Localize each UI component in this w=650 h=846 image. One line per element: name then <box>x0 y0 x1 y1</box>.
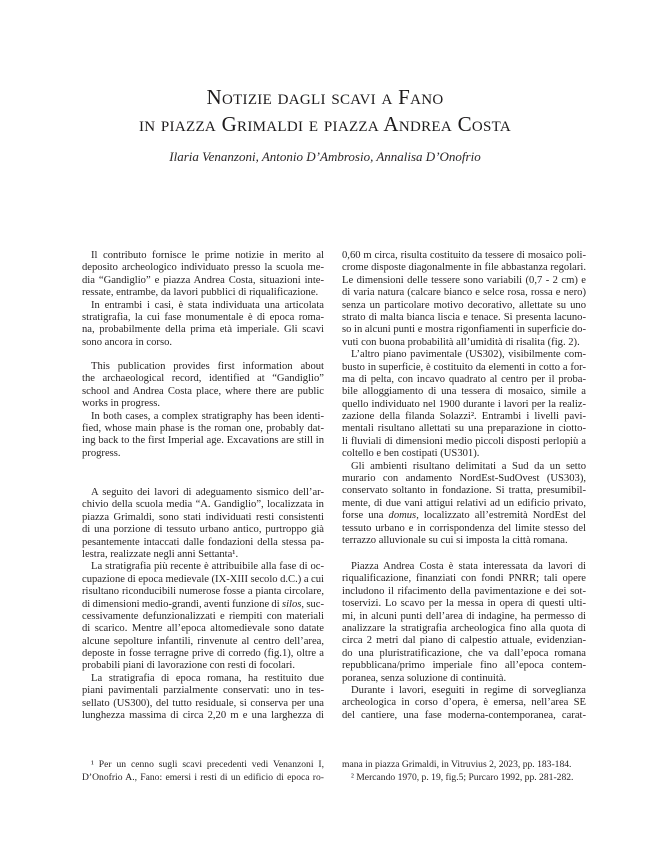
italic-term: silos <box>281 598 302 610</box>
text-line: busto in superficie, è costituito da elementi in cotto a for- <box>342 361 586 373</box>
body-paragraph <box>342 685 586 722</box>
text-line: cessivamente defunzionalizzati e riempiti con materiali <box>82 610 324 622</box>
left-column <box>82 0 324 846</box>
text-line: senza un particolare motivo decorativo, allettate su uno <box>342 299 586 311</box>
text-line: conservato soltanto in fondazione. Si tratta, presumibil- <box>342 485 586 497</box>
article-title-line-2: in piazza Grimaldi e piazza Andrea Costa <box>138 112 512 136</box>
text-line: A seguito dei lavori di adeguamento sismico dell’ar- <box>91 487 324 498</box>
body-paragraph <box>82 673 324 723</box>
text-line: strato di malta bianca liscia e tenace. Si presenta lacuno- <box>342 311 586 323</box>
text-line: murario con andamento NordEst-SudOvest (US303), <box>342 473 586 485</box>
text-line: di scarico. Mentre all’epoca altomedievale sono datate <box>82 623 324 635</box>
text-line: bile alloggiamento di una tessera di mosaico, simile a <box>342 386 586 398</box>
text-line: terrazzo alluvionale su cui si imposta la città romana. <box>342 534 568 546</box>
text-line: coltello e ben costipati (US301). <box>342 448 480 460</box>
footnote <box>342 759 586 772</box>
text-line <box>342 510 586 522</box>
text-line: del cantiere, una fase moderna-contemporanea, carat- <box>342 709 586 721</box>
abstract-english <box>82 361 324 460</box>
footnote-line: ¹ Per un cenno sugli scavi precedenti vedi Venanzoni I, <box>91 759 324 770</box>
text-line: In both cases, a complex stratigraphy has been identi- <box>91 410 324 422</box>
abstract-italian <box>82 250 324 349</box>
text-line: di una porzione di tessuto urbano antico, purtroppo già <box>82 524 324 536</box>
article-authors: Ilaria Venanzoni, Antonio D’Ambrosio, Annalisa D’Onofrio <box>169 149 481 164</box>
text-line: includono il rifacimento della pavimentazione e dei sot- <box>342 585 586 597</box>
body-text-costa <box>342 561 586 722</box>
text-line: ressate, entrambe, da lavori pubblici di riqualificazione. <box>82 287 319 299</box>
text-line: piazza Grimaldi, sono stati individuati resti consistenti <box>82 511 324 523</box>
text-line: deposito archeologico individuato presso la scuola me- <box>82 262 324 274</box>
text-line: mentali risultano allettati su una preparazione in ciotto- <box>342 423 586 435</box>
text-line: riqualificazione, finanziati con fondi PNRR; tali opere <box>342 573 586 585</box>
text-line: sono ancora in corso. <box>82 336 173 348</box>
text-line: vuti con buona probabilità all’umidità di risalita (fig. 2). <box>342 336 580 348</box>
text-line: In entrambi i casi, è stata individuata una articolata <box>91 299 324 311</box>
text-line: risultano riconducibili numerose fosse a pianta circolare, <box>82 586 324 598</box>
abstract-english-paragraph <box>82 361 324 411</box>
text-line: dia “Gandiglio” e piazza Andrea Costa, situazioni inte- <box>82 274 324 286</box>
text-line: ing back to the first Imperial age. Excavations are still in <box>82 435 325 447</box>
footnotes-left <box>82 759 324 784</box>
text-line: pesantemente intaccati dalle fondazioni della stessa pa- <box>82 536 324 548</box>
text-segment: , suc- <box>301 598 324 610</box>
body-paragraph <box>82 561 324 673</box>
text-segment: forse una <box>342 510 389 522</box>
body-paragraph <box>342 561 586 685</box>
text-line: tessuto urbano e in corrispondenza del limite stesso del <box>342 522 586 534</box>
text-line: cupazione di epoca medievale (IX-XIII secolo d.C.) a cui <box>82 573 324 585</box>
text-line: Durante i lavori, eseguiti in regime di sorveglianza <box>351 684 586 696</box>
text-line: La stratigrafia di epoca romana, ha restituito due <box>91 672 325 684</box>
text-line: stratigrafia, la cui fase monumentale è di epoca roma- <box>82 311 324 323</box>
text-line: circa 2 metri dal piano di calpestio attuale, evidenzian- <box>342 635 586 647</box>
text-line: deposte in fosse terragne prive di corredo (fig.1), oltre a <box>82 648 324 660</box>
body-paragraph <box>82 487 324 561</box>
text-line: school and Andrea Costa place, where there are public <box>82 385 324 397</box>
text-line: zazione della filanda Solazzi². Entrambi i livelli pavi- <box>342 411 586 423</box>
text-line: lunghezza massima di circa 2,20 m e una larghezza di <box>82 710 324 722</box>
text-line: fied, whose main phase is the roman one, probably dat- <box>82 422 324 434</box>
text-line: mente, di due vani attigui relativi ad un edificio privato, <box>342 497 586 509</box>
text-line: crome disposte diagonalmente in file abbastanza regolari. <box>342 262 586 274</box>
abstract-italian-paragraph <box>82 250 324 300</box>
text-line: lestra, realizzate negli anni Settanta¹. <box>82 548 239 560</box>
italic-term: domus <box>388 510 417 522</box>
footnote-line: ² Mercando 1970, p. 19, fig.5; Purcaro 1992, pp. 281-282. <box>351 771 574 783</box>
text-line: 0,60 m circa, risulta costituito da tessere di mosaico poli- <box>342 250 586 261</box>
abstract-english-paragraph <box>82 411 324 461</box>
text-line: mi, in alcuni punti dell’area di indagine, ha permesso di <box>342 610 587 622</box>
text-line: sellato (US300), del tutto residuale, si conserva per una <box>82 697 324 709</box>
text-line: alcune sepolture infantili, rinvenute al centro dell’area, <box>82 635 324 647</box>
text-line: Gli ambienti risultano delimitati a Sud da un setto <box>351 460 586 472</box>
footnote-line: D’Onofrio A., Fano: emersi i resti di un edificio di epoca ro- <box>82 771 324 783</box>
footnote <box>82 759 324 784</box>
text-line: chivio della scuola media “A. Gandiglio”, localizzata in <box>82 499 324 511</box>
text-line: Piazza Andrea Costa è stata interessata da lavori di <box>351 561 586 572</box>
text-line: na, probabilmente della prima età imperiale. Gli scavi <box>82 324 324 336</box>
text-line: so in alcuni punti e mostra rigonfiamenti in superficie do- <box>342 324 586 336</box>
text-segment: di dimensioni medio-grandi, aventi funzione di <box>82 598 282 610</box>
text-line: progress. <box>82 447 121 459</box>
text-line: This publication provides first information about <box>91 361 324 372</box>
text-line <box>82 599 324 611</box>
text-line: probabili piani di lavorazione con resti di focolari. <box>82 660 295 672</box>
text-line: L’altro piano pavimentale (US302), visibilmente com- <box>351 349 586 361</box>
body-text-left <box>82 487 324 722</box>
text-line: piani pavimentali parzialmente conservati: uno in tes- <box>82 685 324 697</box>
text-line: repubblicana/primo imperiale fino all’epoca contem- <box>342 660 586 672</box>
text-line: archeologica in corso d’opera, è emersa, nell’area SE <box>342 697 586 709</box>
text-line: toservizi. Lo scavo per la messa in opera di questi ulti- <box>342 598 586 610</box>
footnote <box>342 772 586 785</box>
text-line: ma di pelta, con incavo quadrato al centro per il proba- <box>342 373 586 385</box>
text-segment: , localizzato all’estremità NordEst del <box>416 510 586 522</box>
text-line: Le dimensioni delle tessere sono variabili (0,7 - 2 cm) e <box>342 274 586 286</box>
right-column <box>342 0 586 846</box>
text-line: poranea, senza soluzione di continuità. <box>342 672 507 684</box>
body-paragraph <box>342 349 586 461</box>
text-line: La stratigrafia più recente è attribuibile alla fase di oc- <box>91 561 324 573</box>
text-line: works in progress. <box>82 398 160 410</box>
text-line: the archaeological record, identified at “Gandiglio” <box>82 373 324 385</box>
footnotes-right <box>342 759 586 784</box>
body-text-grimaldi <box>342 250 586 547</box>
text-line: li fluviali di dimensioni medio piccoli disposti perlopiù a <box>342 435 586 447</box>
body-paragraph <box>342 250 586 349</box>
text-line: Il contributo fornisce le prime notizie in merito al <box>91 250 324 261</box>
body-paragraph <box>342 461 586 548</box>
text-line: analizzare la stratigrafia archeologica fino alla quota di <box>342 622 586 634</box>
text-line: do una pluristratificazione, che va dall’epoca romana <box>342 647 586 659</box>
article-title-line-1: Notizie dagli scavi a Fano <box>206 85 444 109</box>
abstract-italian-paragraph <box>82 300 324 350</box>
text-line: di varia natura (calcare bianco e selce rosa, rossa e nero) <box>342 287 586 299</box>
footnote-line: mana in piazza Grimaldi, in Vitruvius 2, 2023, pp. 183-184. <box>342 759 572 770</box>
text-line: quello individuato nel 1900 durante i lavori per la realiz- <box>342 398 586 410</box>
